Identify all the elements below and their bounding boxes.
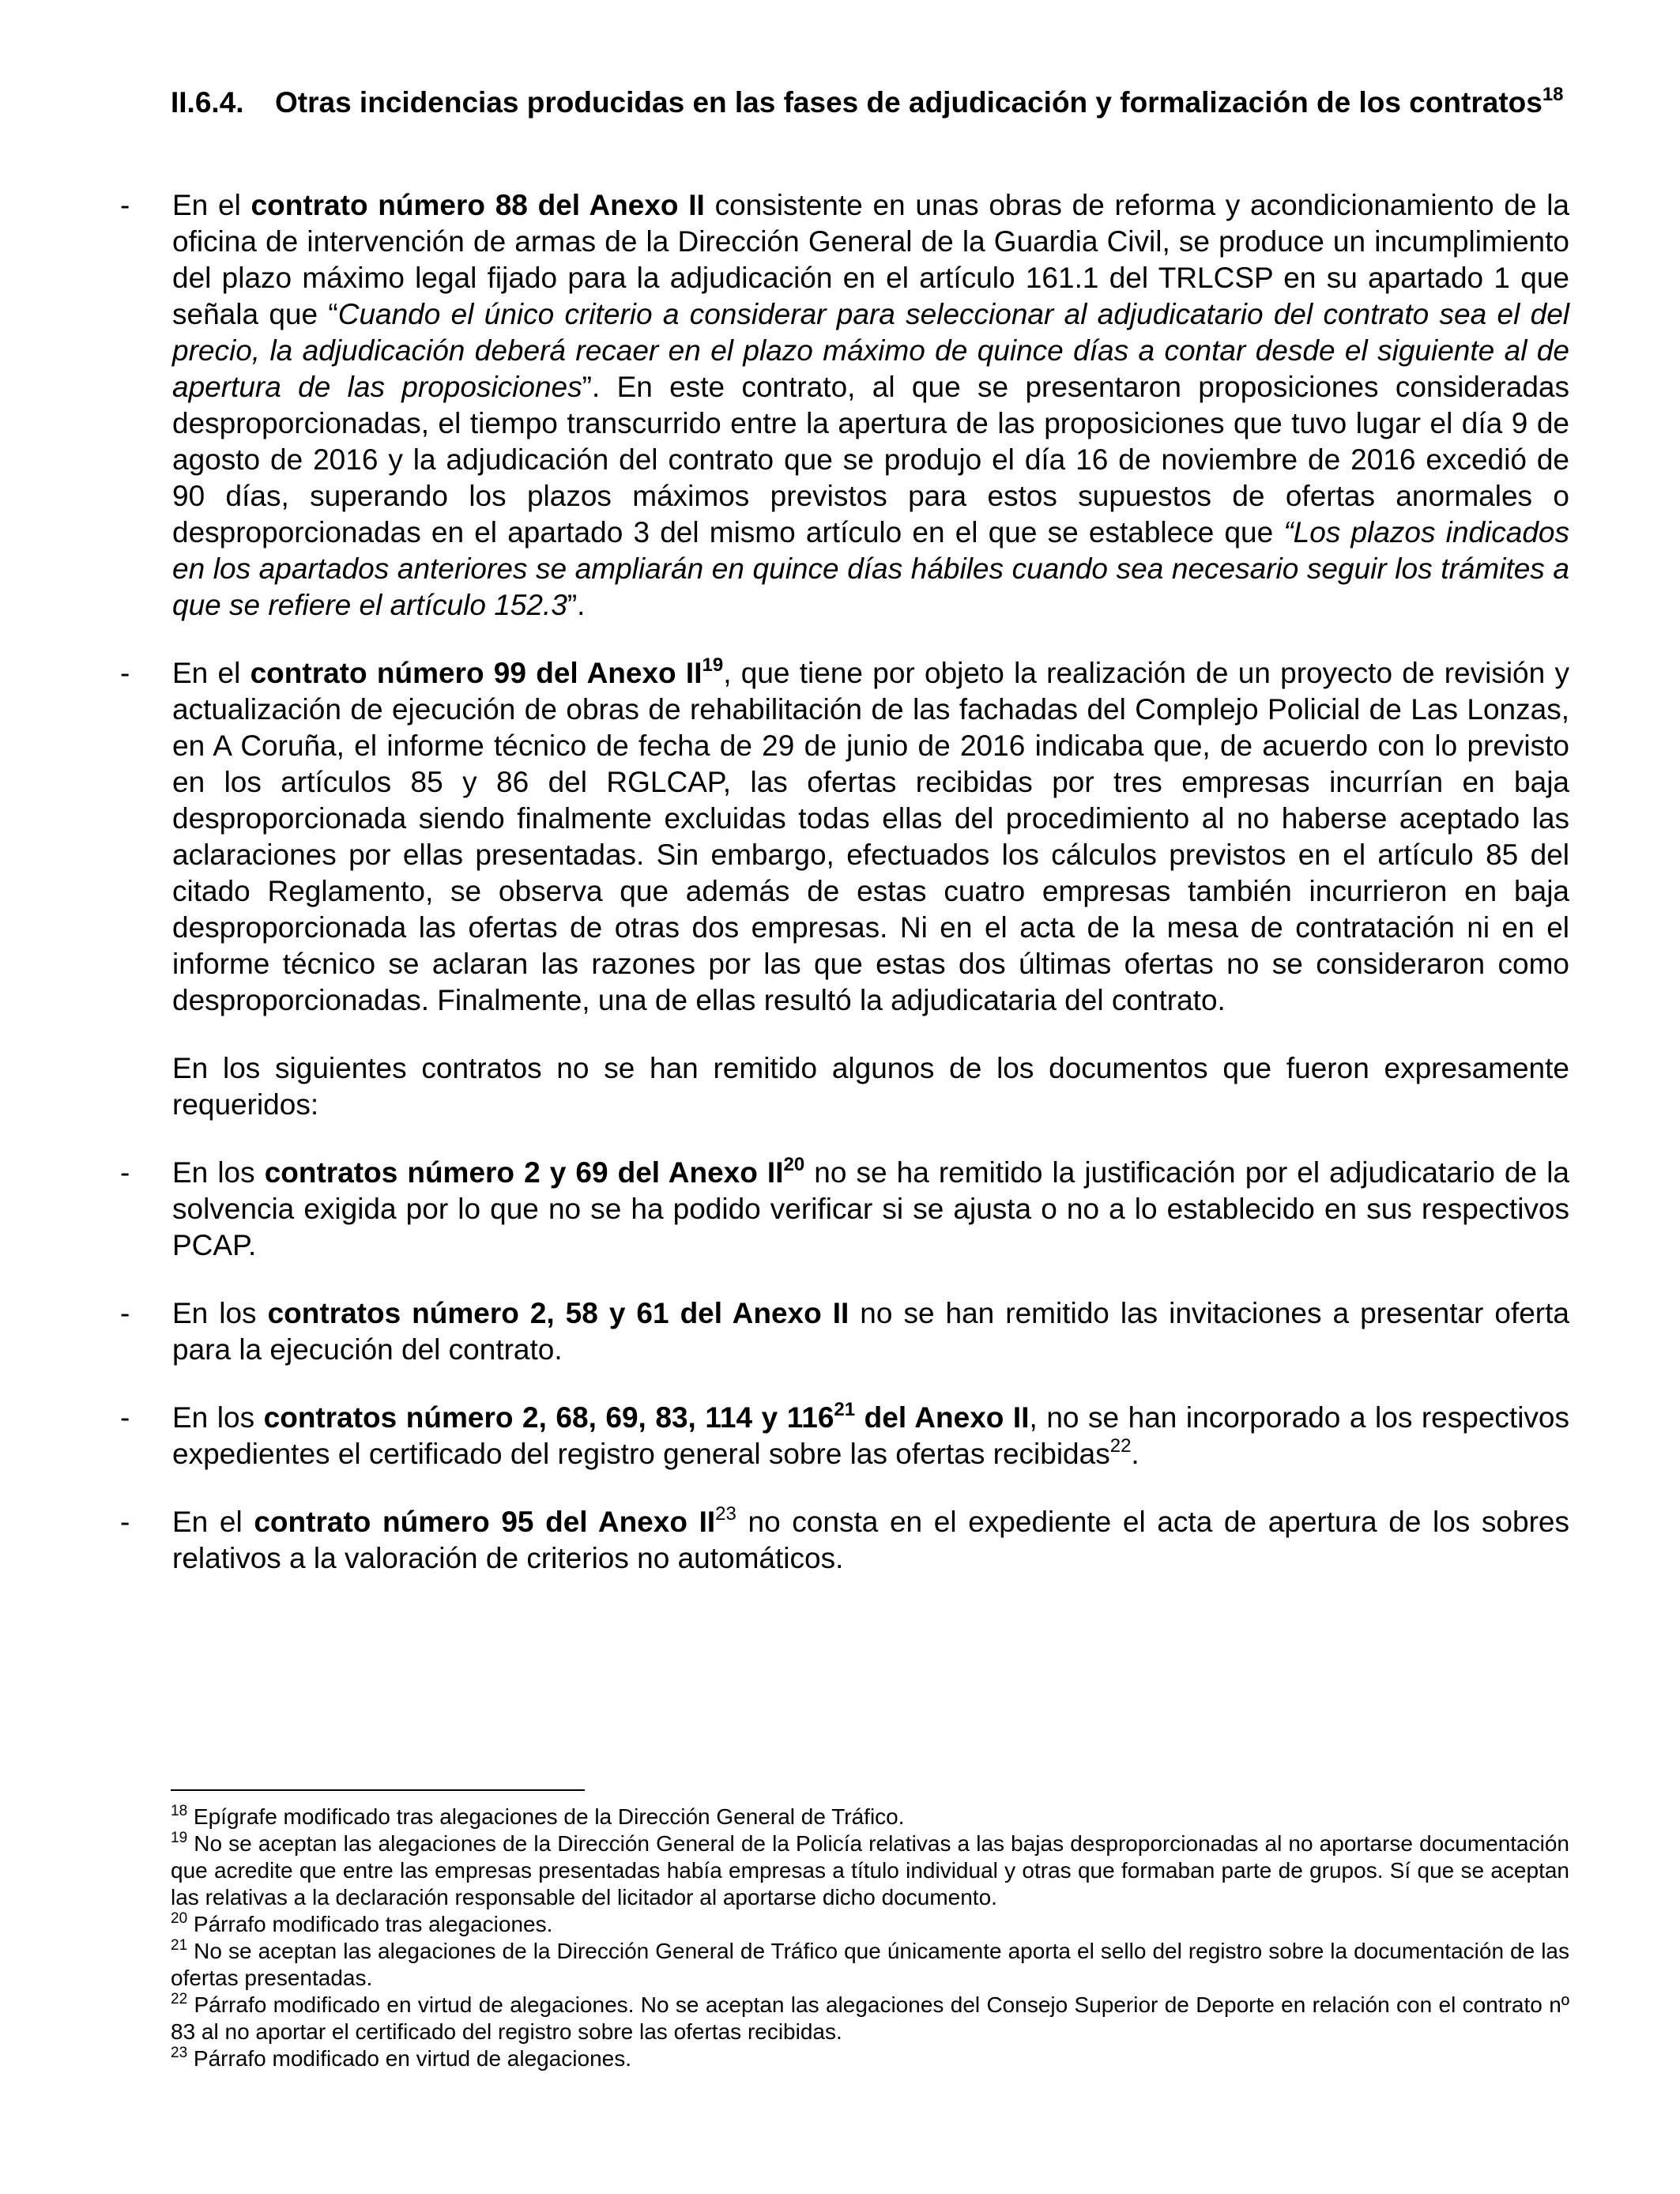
footnote xyxy=(171,1992,1569,2045)
paragraph-text: no se ha remitido la justificación por el adjudicatario de la solvencia exigida por lo que no se ha podido verificar si se ajusta o no a lo establecido en sus respectivos PCAP. xyxy=(172,1156,1570,1261)
bullet-dash: - xyxy=(120,1506,130,1538)
paragraph-contract-88 xyxy=(120,187,1569,624)
footnote xyxy=(171,2045,1569,2072)
paragraph-text: En el xyxy=(172,1506,254,1538)
contract-reference: contratos número 2 y 69 del Anexo II xyxy=(264,1156,784,1189)
paragraph-text: consistente en unas obras de reforma y acondicionamiento de la oficina de intervención de armas de la Dirección General de la Guardia Civil, se produce un incumplimiento del plazo máximo legal fijado para la adjudicación en el artículo 161.1 del TRLCSP en su apartado 1 que señala que “ xyxy=(172,189,1569,330)
footnote-ref[interactable]: 19 xyxy=(702,654,724,676)
paragraph-text: , que tiene por objeto la realización de un proyecto de revisión y actualización de ejecución de obras de rehabilitación de las fachadas del Complejo Policial de Las Lonzas, en A Coruña, el informe técnico de fecha de 29 de junio de 2016 indicaba que, de acuerdo con lo previsto en los artículos 85 y 86 del RGLCAP, las ofertas recibidas por tres empresas incurrían en baja desproporcionada siendo finalmente excluidas todas ellas del procedimiento al no haberse aceptado las aclaraciones por ellas presentadas. Sin embargo, efectuados los cálculos previstos en el artículo 85 del citado Reglamento, se observa que además de estas cuatro empresas también incurrieron en baja desproporcionada las ofertas de otras dos empresas. Ni en el acta de la mesa de contratación ni en el informe técnico se aclaran las razones por las que estas dos últimas ofertas no se consideraron como desproporcionadas. Finalmente, una de ellas resultó la adjudicataria del contrato. xyxy=(172,657,1569,1016)
footnote-text: Párrafo modificado en virtud de alegaciones. xyxy=(187,2046,632,2071)
footnote-number: 20 xyxy=(171,1909,188,1927)
footnote-ref[interactable]: 20 xyxy=(783,1153,805,1175)
paragraph-contracts-2-58-61 xyxy=(120,1295,1569,1368)
paragraph-text: En el xyxy=(172,657,250,689)
body-text xyxy=(0,187,1680,1577)
contract-reference: contratos número 2, 68, 69, 83, 114 y 116 xyxy=(263,1401,834,1434)
section-title xyxy=(275,84,1569,121)
footnote-ref[interactable]: 21 xyxy=(834,1398,856,1420)
footnote-ref[interactable]: 22 xyxy=(1109,1434,1132,1457)
bullet-dash: - xyxy=(120,1156,130,1189)
contract-reference: contrato número 95 del Anexo II xyxy=(254,1506,716,1538)
footnote xyxy=(171,1911,1569,1938)
footnote-number: 19 xyxy=(171,1829,188,1846)
contract-reference: contrato número 88 del Anexo II xyxy=(250,189,705,221)
paragraph-text: En los siguientes contratos no se han remitido algunos de los documentos que fueron expresamente requeridos: xyxy=(172,1052,1569,1121)
bullet-dash: - xyxy=(120,657,130,689)
paragraph-text: no consta en el expediente el acta de apertura de los sobres relativos a la valoración de criterios no automáticos. xyxy=(172,1506,1569,1574)
footnote xyxy=(171,1804,1569,1830)
paragraph-text: , no se han incorporado a los respectivos expedientes el certificado del registro general sobre las ofertas recibidas xyxy=(172,1401,1569,1470)
footnote-text: No se aceptan las alegaciones de la Dirección General de la Policía relativas a las bajas desproporcionadas al no aportarse documentación que acredite que entre las empresas presentadas había empresas a título individual y otras que formaban parte de grupos. Sí que se aceptan las relativas a la declaración responsable del licitador al aportarse dicho documento. xyxy=(171,1831,1569,1909)
contract-reference: contrato número 99 del Anexo II xyxy=(250,657,703,689)
footnotes xyxy=(171,1804,1569,2072)
bullet-dash: - xyxy=(120,189,130,221)
section-heading xyxy=(171,84,1569,121)
contract-reference: del Anexo II xyxy=(855,1401,1030,1434)
section-title-text: Otras incidencias producidas en las fases de adjudicación y formalización de los contratos xyxy=(275,86,1543,119)
paragraph-contracts-2-69 xyxy=(120,1153,1570,1264)
paragraph-text: En el xyxy=(172,189,251,221)
footnote-text: Párrafo modificado tras alegaciones. xyxy=(187,1912,553,1936)
paragraph-text: . xyxy=(1131,1438,1139,1470)
bullet-dash: - xyxy=(120,1401,130,1434)
footnote xyxy=(171,1938,1569,1992)
paragraph-text: En los xyxy=(172,1297,268,1329)
footnote xyxy=(171,1830,1569,1911)
paragraph-text: En los xyxy=(172,1156,265,1189)
paragraph-text: En los xyxy=(172,1401,264,1434)
paragraph-text: no se han remitido las invitaciones a presentar oferta para la ejecución del contrato. xyxy=(172,1297,1569,1366)
paragraph-intro-missing-docs xyxy=(172,1050,1569,1123)
footnote-text: Epígrafe modificado tras alegaciones de la Dirección General de Tráfico. xyxy=(187,1804,905,1829)
paragraph-text: ”. En este contrato, al que se presentaron proposiciones consideradas desproporcionadas, el tiempo transcurrido entre la apertura de las proposiciones que tuvo lugar el día 9 de agosto de 2016 y la adjudicación del contrato que se produjo el día 16 de noviembre de 2016 excedió de 90 días, superando los plazos máximos previstos para estos supuestos de ofertas anormales o desproporcionadas en el apartado 3 del mismo artículo en el que se establece que xyxy=(172,371,1569,548)
legal-quote: Cuando el único criterio a considerar para seleccionar al adjudicatario del contrato sea el del precio, la adjudicación deberá recaer en el plazo máximo de quince días a contar desde el siguiente al de apertura de las proposiciones xyxy=(172,298,1569,403)
contract-reference: contratos número 2, 58 y 61 del Anexo II xyxy=(267,1297,849,1329)
paragraph-contract-95 xyxy=(120,1502,1569,1577)
bullet-dash: - xyxy=(120,1297,130,1329)
paragraph-text: ”. xyxy=(567,589,586,621)
section-number: II.6.4. xyxy=(171,86,244,119)
legal-quote: “Los plazos indicados en los apartados anteriores se ampliarán en quince días hábiles cuando sea necesario seguir los trámites a que se refiere el artículo 152.3 xyxy=(172,516,1569,621)
footnote-number: 23 xyxy=(171,2044,188,2061)
footnote-text: No se aceptan las alegaciones de la Dirección General de Tráfico que únicamente aporta el sello del registro sobre la documentación de las ofertas presentadas. xyxy=(171,1939,1569,1990)
footnote-number: 22 xyxy=(171,1990,188,2007)
footnote-ref[interactable]: 18 xyxy=(1542,83,1564,105)
footnote-text: Párrafo modificado en virtud de alegaciones. No se aceptan las alegaciones del Consejo Superior de Deporte en relación con el contrato nº 83 al no aportar el certificado del registro sobre las ofertas recibidas. xyxy=(171,1992,1569,2044)
footnote-ref[interactable]: 23 xyxy=(715,1502,736,1525)
footnote-separator xyxy=(171,1789,585,1791)
paragraph-contract-99 xyxy=(120,654,1569,1019)
footnote-number: 18 xyxy=(171,1802,188,1819)
paragraph-contracts-multiple xyxy=(120,1398,1569,1472)
footnote-number: 21 xyxy=(171,1936,188,1954)
